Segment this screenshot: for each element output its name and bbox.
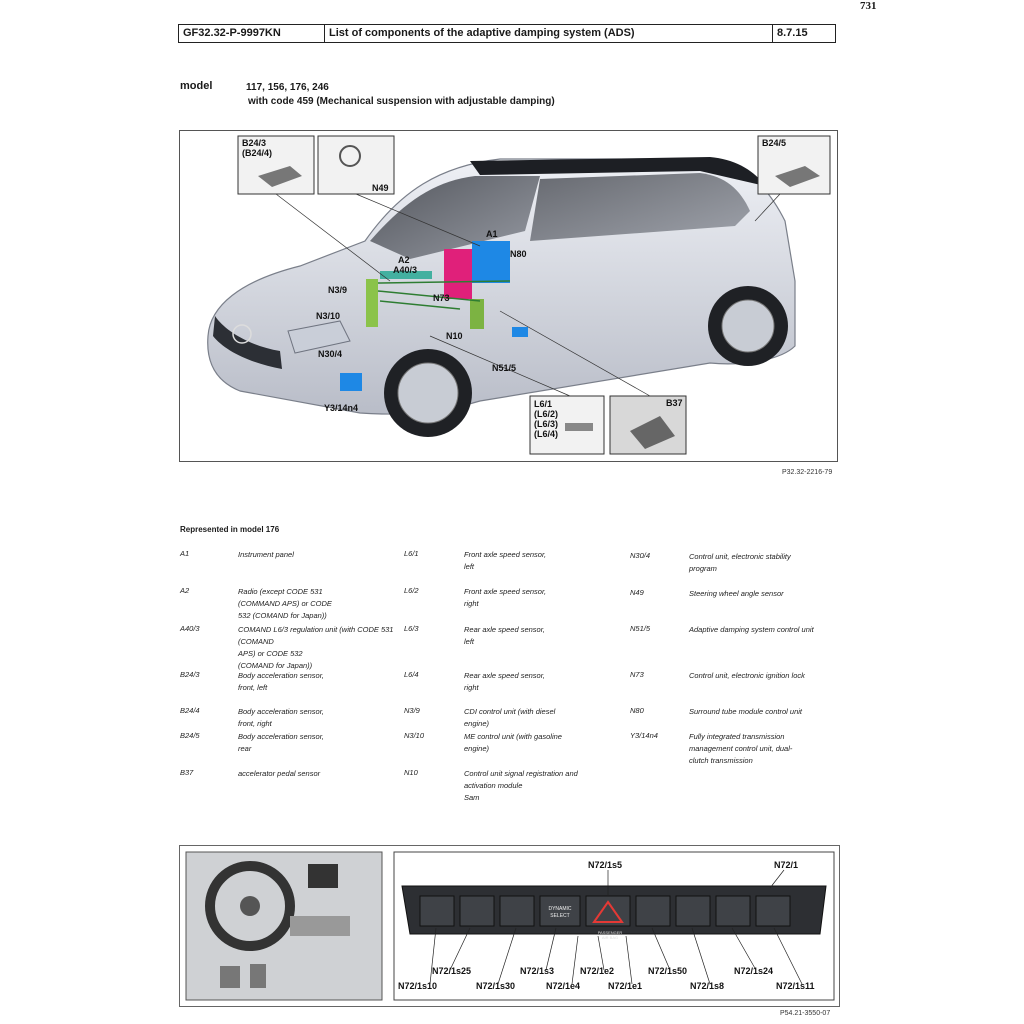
doc-version: 8.7.15 <box>777 27 808 39</box>
n51-component <box>512 327 528 337</box>
callout-n72-1: N72/1 <box>774 860 799 870</box>
page-number: 731 <box>860 0 877 12</box>
callout-b24-4: (B24/4) <box>242 148 273 158</box>
callout-b37: B37 <box>666 398 683 408</box>
legend-description: Rear axle speed sensor, right <box>464 671 545 692</box>
n3-component <box>366 279 378 327</box>
callout-n3-10: N3/10 <box>316 311 341 321</box>
model-list: 117, 156, 176, 246 <box>246 82 329 93</box>
callout-a40-3: A40/3 <box>393 265 418 275</box>
legend-description: Control unit, electronic stability program <box>689 552 791 573</box>
legend-code: N10 <box>404 768 418 777</box>
legend-code: L6/1 <box>404 549 419 558</box>
callout-n80: N80 <box>510 249 527 259</box>
legend-description: Front axle speed sensor, left <box>464 550 547 571</box>
car-illustration <box>180 131 837 461</box>
legend-description: accelerator pedal sensor <box>238 769 321 778</box>
legend-description: Rear axle speed sensor, left <box>464 625 545 646</box>
callout-n51-5: N51/5 <box>492 363 517 373</box>
legend-description: Instrument panel <box>238 550 294 559</box>
legend-code: L6/2 <box>404 586 419 595</box>
callout-n30-4: N30/4 <box>318 349 343 359</box>
legend-description: Steering wheel angle sensor <box>689 589 784 598</box>
callout-n3-9: N3/9 <box>328 285 348 295</box>
legend-code: B24/4 <box>180 706 200 715</box>
legend-description: ME control unit (with gasoline engine) <box>464 732 562 753</box>
doc-title: List of components of the adaptive damping system (ADS) <box>325 25 773 42</box>
legend-code: N49 <box>630 588 644 597</box>
document-header <box>178 24 836 43</box>
legend-code: N51/5 <box>630 624 651 633</box>
legend-code: A40/3 <box>180 624 200 633</box>
legend-description: COMAND L6/3 regulation unit (with CODE 531 (COMAND APS) or CODE 532 (COMAND for Japan)) <box>238 625 394 670</box>
legend-description: CDI control unit (with diesel engine) <box>464 707 556 728</box>
callout-b24-3: B24/3 <box>242 138 267 148</box>
legend-code: N3/10 <box>404 731 425 740</box>
legend-code: N80 <box>630 706 644 715</box>
legend-description: Front axle speed sensor, right <box>464 587 547 608</box>
passenger-label: PASSENGER <box>597 930 623 935</box>
callout-y3-14n4: Y3/14n4 <box>324 403 359 413</box>
legend-code: N30/4 <box>630 551 651 560</box>
figure2-ref: P54.21-3550-07 <box>780 1010 831 1017</box>
a1-component <box>472 241 510 283</box>
callout-n72-1s50: N72/1s50 <box>648 966 688 976</box>
legend-description: Body acceleration sensor, front, left <box>238 671 324 692</box>
callout-l6-3: (L6/3) <box>534 419 559 429</box>
callout-n72-1e4: N72/1e4 <box>546 981 581 991</box>
callout-n72-1s10: N72/1s10 <box>398 981 438 991</box>
callout-l6-2: (L6/2) <box>534 409 559 419</box>
legend-description: Adaptive damping system control unit <box>689 625 814 634</box>
switch-panel-figure <box>179 845 840 1007</box>
callout-b24-5: B24/5 <box>762 138 787 148</box>
rear-rim <box>722 300 774 352</box>
legend-code: Y3/14n4 <box>630 731 658 740</box>
figure1-ref: P32.32-2216-79 <box>782 469 833 476</box>
legend-description: Body acceleration sensor, front, right <box>238 707 324 728</box>
dynamic-label: DYNAMIC <box>548 906 572 912</box>
legend-description: Radio (except CODE 531 (COMMAND APS) or CODE 532 (COMAND for Japan)) <box>238 587 332 620</box>
select-label: SELECT <box>550 913 570 919</box>
legend-code: N73 <box>630 670 644 679</box>
callout-l6-1: L6/1 <box>534 399 553 409</box>
legend-description: Fully integrated transmission management control unit, dual- clutch transmission <box>689 732 793 765</box>
callout-n73: N73 <box>433 293 450 303</box>
callout-n72-1e1: N72/1e1 <box>608 981 643 991</box>
callout-n72-1s24: N72/1s24 <box>734 966 774 976</box>
legend-code: B37 <box>180 768 194 777</box>
legend-code: A2 <box>180 586 190 595</box>
doc-id: GF32.32-P-9997KN <box>179 25 325 42</box>
y3-component <box>340 373 362 391</box>
callout-n72-1s3: N72/1s3 <box>520 966 555 976</box>
cockpit-display <box>308 864 338 888</box>
n73-component <box>444 249 472 299</box>
legend-code: L6/3 <box>404 624 419 633</box>
callout-n49: N49 <box>372 183 389 193</box>
airbag-label: AIR BAG <box>601 935 619 940</box>
switch-panel-illustration <box>180 846 839 1006</box>
callout-l6-4: (L6/4) <box>534 429 559 439</box>
callout-n72-1s25: N72/1s25 <box>432 966 472 976</box>
legend-code: A1 <box>180 549 190 558</box>
legend-description: Surround tube module control unit <box>689 707 802 716</box>
n10-component <box>470 299 484 329</box>
model-label: model <box>180 80 213 92</box>
ads-component-figure <box>179 130 838 462</box>
callout-n72-1s5: N72/1s5 <box>588 860 623 870</box>
callout-a2: A2 <box>398 255 410 265</box>
legend-title: Represented in model 176 <box>180 525 280 534</box>
front-rim <box>398 363 458 423</box>
legend-code: B24/5 <box>180 731 200 740</box>
legend-description: Body acceleration sensor, rear <box>238 732 324 753</box>
callout-n10: N10 <box>446 331 463 341</box>
legend-description: Control unit, electronic ignition lock <box>689 671 805 680</box>
callout-a1: A1 <box>486 229 498 239</box>
legend-description: Control unit signal registration and activation module Sam <box>464 769 578 802</box>
callout-n72-1s11: N72/1s11 <box>776 981 815 991</box>
legend-code: N3/9 <box>404 706 420 715</box>
callout-n72-1e2: N72/1e2 <box>580 966 615 976</box>
legend-code: L6/4 <box>404 670 419 679</box>
model-code: with code 459 (Mechanical suspension with adjustable damping) <box>248 96 555 107</box>
callout-n72-1s30: N72/1s30 <box>476 981 516 991</box>
callout-n72-1s8: N72/1s8 <box>690 981 725 991</box>
legend-code: B24/3 <box>180 670 200 679</box>
